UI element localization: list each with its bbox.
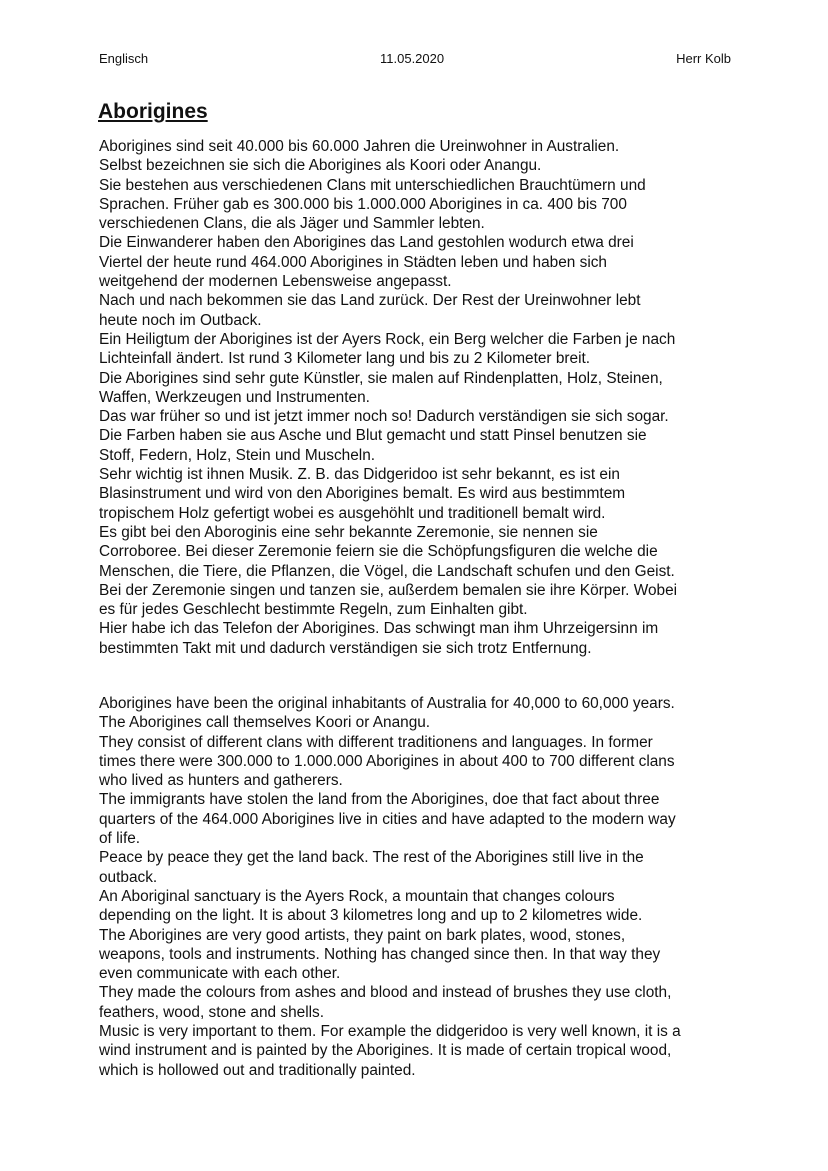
german-line: Lichteinfall ändert. Ist rund 3 Kilometer lang und bis zu 2 Kilometer breit. [99,350,591,368]
german-line: Die Aborigines sind sehr gute Künstler, sie malen auf Rindenplatten, Holz, Steinen, [99,369,663,387]
english-line: times there were 300.000 to 1.000.000 Aborigines in about 400 to 700 different clans [99,752,675,770]
german-line: es für jedes Geschlecht bestimmte Regeln, zum Einhalten gibt. [99,601,528,619]
english-line: Music is very important to them. For example the didgeridoo is very well known, it is a [99,1023,681,1041]
german-line: Corroboree. Bei dieser Zeremonie feiern sie die Schöpfungsfiguren die welche die [99,543,658,561]
english-line: even communicate with each other. [99,965,341,983]
german-line: Sie bestehen aus verschiedenen Clans mit unterschiedlichen Brauchtümern und [99,176,646,194]
german-line: Nach und nach bekommen sie das Land zurück. Der Rest der Ureinwohner lebt [99,292,641,310]
german-line: Waffen, Werkzeugen und Instrumenten. [99,388,370,406]
english-line: An Aboriginal sanctuary is the Ayers Rock, a mountain that changes colours [99,887,615,905]
english-line: of life. [99,830,141,848]
german-line: Blasinstrument und wird von den Aborigines bemalt. Es wird aus bestimmtem [99,485,626,503]
english-line: feathers, wood, stone and shells. [99,1003,325,1021]
english-line: The Aborigines call themselves Koori or Anangu. [99,714,431,732]
german-line: Selbst bezeichnen sie sich die Aborigines als Koori oder Anangu. [99,157,542,175]
german-line: Bei der Zeremonie singen und tanzen sie, außerdem bemalen sie ihre Körper. Wobei [99,581,678,599]
german-line: Menschen, die Tiere, die Pflanzen, die Vögel, die Landschaft schufen und den Geist. [99,562,675,580]
english-text-block [99,694,739,1080]
header-date: 11.05.2020 [380,51,445,66]
english-line: The Aborigines are very good artists, they paint on bark plates, wood, stones, [99,926,626,944]
german-line: Hier habe ich das Telefon der Aborigines. Das schwingt man ihm Uhrzeigersinn im [99,620,659,638]
german-line: Es gibt bei den Aboroginis eine sehr bekannte Zeremonie, sie nennen sie [99,523,598,541]
english-line: depending on the light. It is about 3 kilometres long and up to 2 kilometres wide. [99,907,643,925]
german-line: Ein Heiligtum der Aborigines ist der Ayers Rock, ein Berg welcher die Farben je nach [99,330,676,348]
english-line: who lived as hunters and gatherers. [99,772,343,790]
header-teacher: Herr Kolb [676,51,731,66]
english-line: Aborigines have been the original inhabitants of Australia for 40,000 to 60,000 years. [99,695,675,712]
english-line: They made the colours from ashes and blood and instead of brushes they use cloth, [99,984,672,1002]
english-line: Peace by peace they get the land back. The rest of the Aborigines still live in the [99,849,644,867]
german-line: Aborigines sind seit 40.000 bis 60.000 Jahren die Ureinwohner in Australien. [99,138,620,155]
english-line: outback. [99,868,158,886]
german-line: bestimmten Takt mit und dadurch verständigen sie sich trotz Entfernung. [99,639,592,657]
english-line: wind instrument and is painted by the Aborigines. It is made of certain tropical wood, [99,1042,672,1060]
german-text-block [99,137,739,658]
german-line: weitgehend der modernen Lebensweise angepasst. [99,273,452,291]
german-line: Viertel der heute rund 464.000 Aborigines in Städten leben und haben sich [99,253,607,271]
english-line: which is hollowed out and traditionally painted. [99,1061,416,1079]
page-header [99,50,731,68]
german-line: heute noch im Outback. [99,311,262,329]
english-line: weapons, tools and instruments. Nothing has changed since then. In that way they [99,945,661,963]
english-line: quarters of the 464.000 Aborigines live in cities and have adapted to the modern way [99,810,676,828]
german-line: Die Farben haben sie aus Asche und Blut gemacht und statt Pinsel benutzen sie [99,427,647,445]
german-line: Die Einwanderer haben den Aborigines das Land gestohlen wodurch etwa drei [99,234,634,252]
german-line: Sprachen. Früher gab es 300.000 bis 1.000.000 Aborigines in ca. 400 bis 700 [99,195,627,213]
english-line: They consist of different clans with different traditionens and languages. In former [99,733,653,751]
header-subject: Englisch [99,51,149,66]
page-title: Aborigines [98,100,208,123]
german-line: tropischem Holz gefertigt wobei es ausgehöhlt und traditionell bemalt wird. [99,504,606,522]
german-line: verschiedenen Clans, die als Jäger und Sammler lebten. [99,215,485,233]
german-line: Stoff, Federn, Holz, Stein und Muscheln. [99,446,376,464]
english-line: The immigrants have stolen the land from the Aborigines, doe that fact about three [99,791,660,809]
german-line: Das war früher so und ist jetzt immer noch so! Dadurch verständigen sie sich sogar. [99,408,669,426]
german-line: Sehr wichtig ist ihnen Musik. Z. B. das Didgeridoo ist sehr bekannt, es ist ein [99,466,620,484]
